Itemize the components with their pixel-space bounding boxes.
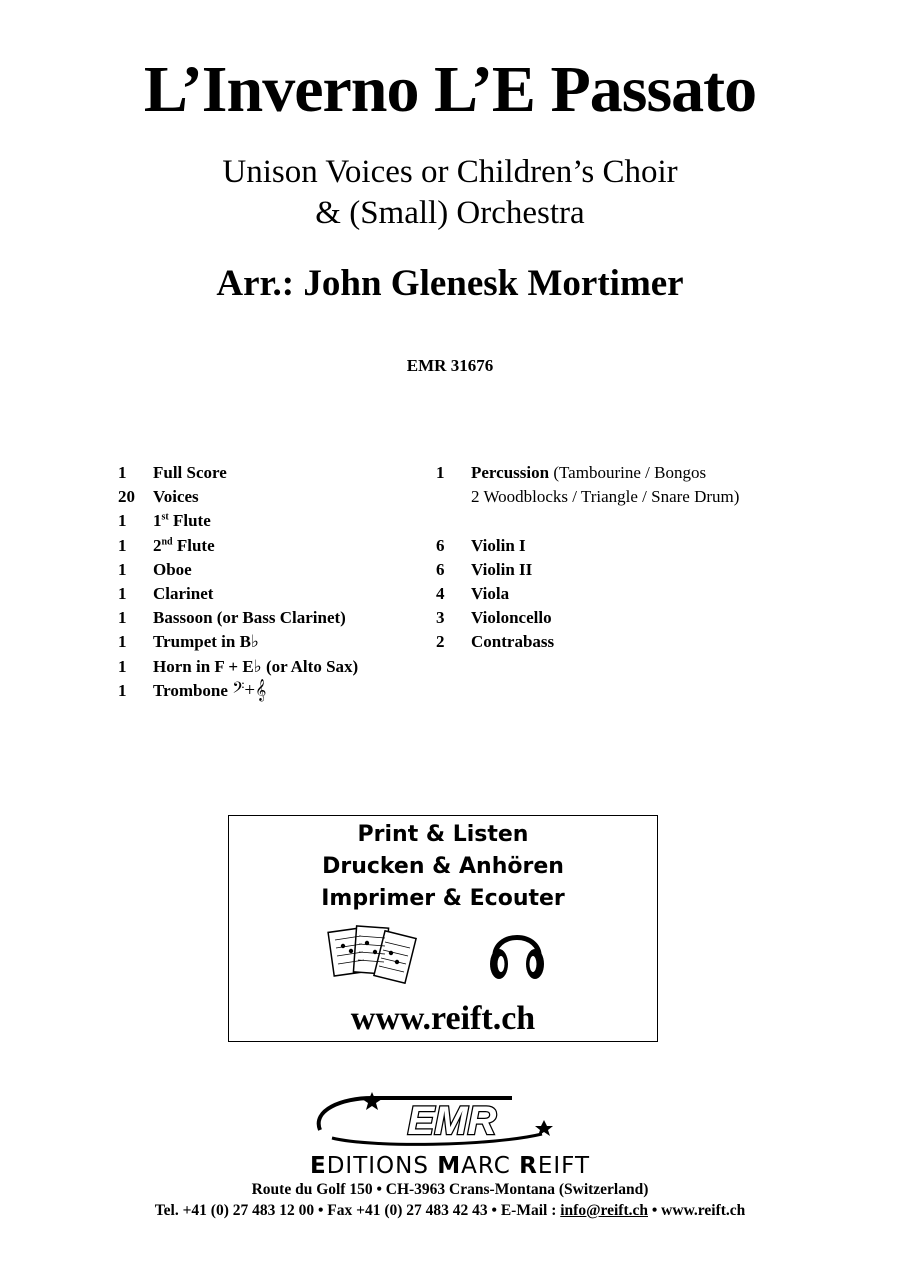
part-name: Violoncello xyxy=(471,608,552,628)
headphones-icon xyxy=(487,920,547,984)
part-name xyxy=(153,534,215,558)
part-name xyxy=(153,509,211,533)
part-qty: 1 xyxy=(118,535,127,555)
promo-line-1: Print & Listen xyxy=(357,822,529,847)
bass-treble-clef-icon: 𝄢+𝄞 xyxy=(232,679,267,701)
publisher-address: Route du Golf 150 • CH-3963 Crans-Montana (Switzerland) xyxy=(251,1181,649,1198)
part-qty: 20 xyxy=(118,487,135,507)
part-name-number: 1 xyxy=(153,511,162,531)
part-name-text: Flute xyxy=(168,511,211,531)
publisher-word: ARC xyxy=(461,1153,520,1179)
publisher-initial: R xyxy=(519,1153,538,1179)
title: L’Inverno L’E Passato xyxy=(143,53,757,126)
publisher-word: DITIONS xyxy=(326,1153,438,1179)
parts-list-right xyxy=(436,461,836,655)
part-row xyxy=(118,558,418,582)
part-name-text: Percussion xyxy=(471,463,550,482)
publisher-name xyxy=(0,1153,900,1179)
part-name-text: Flute xyxy=(172,535,215,555)
part-name-number: 2 xyxy=(153,535,162,555)
contact-phone-fax: Tel. +41 (0) 27 483 12 00 • Fax +41 (0) 27 483 42 43 • E-Mail : xyxy=(154,1202,561,1219)
part-name: Horn in F + E♭ (or Alto Sax) xyxy=(153,656,359,676)
part-qty: 2 xyxy=(436,632,445,652)
part-name: Contrabass xyxy=(471,632,555,652)
part-name: Violin I xyxy=(471,535,526,555)
subtitle-line-2: & (Small) Orchestra xyxy=(315,195,585,231)
part-name: Viola xyxy=(471,583,510,603)
print-listen-box xyxy=(228,815,658,1042)
part-qty: 1 xyxy=(118,559,127,579)
part-row xyxy=(436,630,836,654)
part-qty: 1 xyxy=(436,463,445,482)
part-qty: 1 xyxy=(118,608,127,628)
part-name xyxy=(153,679,266,703)
part-name: Bassoon (or Bass Clarinet) xyxy=(153,608,346,628)
promo-line-2: Drucken & Anhören xyxy=(322,854,564,879)
publisher-contact xyxy=(0,1202,900,1220)
sheet-music-icon xyxy=(327,922,419,984)
part-qty: 1 xyxy=(118,511,127,531)
part-name-text: Trombone xyxy=(153,680,228,700)
part-row xyxy=(436,534,836,558)
part-name: Clarinet xyxy=(153,583,214,603)
promo-line-3: Imprimer & Ecouter xyxy=(321,886,565,911)
publisher-initial: M xyxy=(437,1153,462,1179)
part-row xyxy=(118,630,418,654)
part-row xyxy=(118,655,418,679)
part-name xyxy=(471,461,706,485)
part-name: Trumpet in B♭ xyxy=(153,632,259,652)
part-qty: 1 xyxy=(118,463,127,482)
part-qty: 1 xyxy=(118,632,127,652)
part-row xyxy=(118,582,418,606)
website-link[interactable]: • www.reift.ch xyxy=(648,1202,746,1219)
part-row xyxy=(436,461,836,485)
part-name-ordinal: st xyxy=(161,511,169,523)
promo-url[interactable]: www.reift.ch xyxy=(350,1000,536,1037)
part-name: Voices xyxy=(153,487,199,507)
part-name: Oboe xyxy=(153,559,192,579)
part-name: Full Score xyxy=(153,463,227,482)
part-qty: 3 xyxy=(436,608,445,628)
publisher-initial: E xyxy=(309,1153,327,1179)
part-row xyxy=(436,606,836,630)
part-qty: 4 xyxy=(436,583,445,603)
part-note: 2 Woodblocks / Triangle / Snare Drum) xyxy=(471,487,740,507)
catalog-number: EMR 31676 xyxy=(406,356,494,375)
part-qty: 1 xyxy=(118,583,127,603)
part-qty: 1 xyxy=(118,680,127,700)
emr-logo xyxy=(312,1090,562,1150)
part-row xyxy=(118,606,418,630)
part-name-ordinal: nd xyxy=(161,535,173,547)
parts-list-left xyxy=(118,461,418,703)
arranger: Arr.: John Glenesk Mortimer xyxy=(216,263,684,304)
part-note: (Tambourine / Bongos xyxy=(549,463,707,482)
part-row xyxy=(118,534,418,558)
part-row xyxy=(436,485,836,509)
part-row xyxy=(118,679,418,703)
part-qty: 6 xyxy=(436,559,445,579)
part-name: Violin II xyxy=(471,559,533,579)
publisher-word: EIFT xyxy=(537,1153,591,1179)
part-row xyxy=(436,558,836,582)
part-qty: 6 xyxy=(436,535,445,555)
part-row xyxy=(118,509,418,533)
subtitle-line-1: Unison Voices or Children’s Choir xyxy=(222,154,678,190)
list-spacer xyxy=(436,509,836,533)
email-link[interactable]: info@reift.ch xyxy=(560,1202,648,1219)
part-row xyxy=(118,461,418,485)
part-row xyxy=(436,582,836,606)
logo-text: EMR xyxy=(407,1099,497,1143)
part-qty: 1 xyxy=(118,656,127,676)
part-row xyxy=(118,485,418,509)
